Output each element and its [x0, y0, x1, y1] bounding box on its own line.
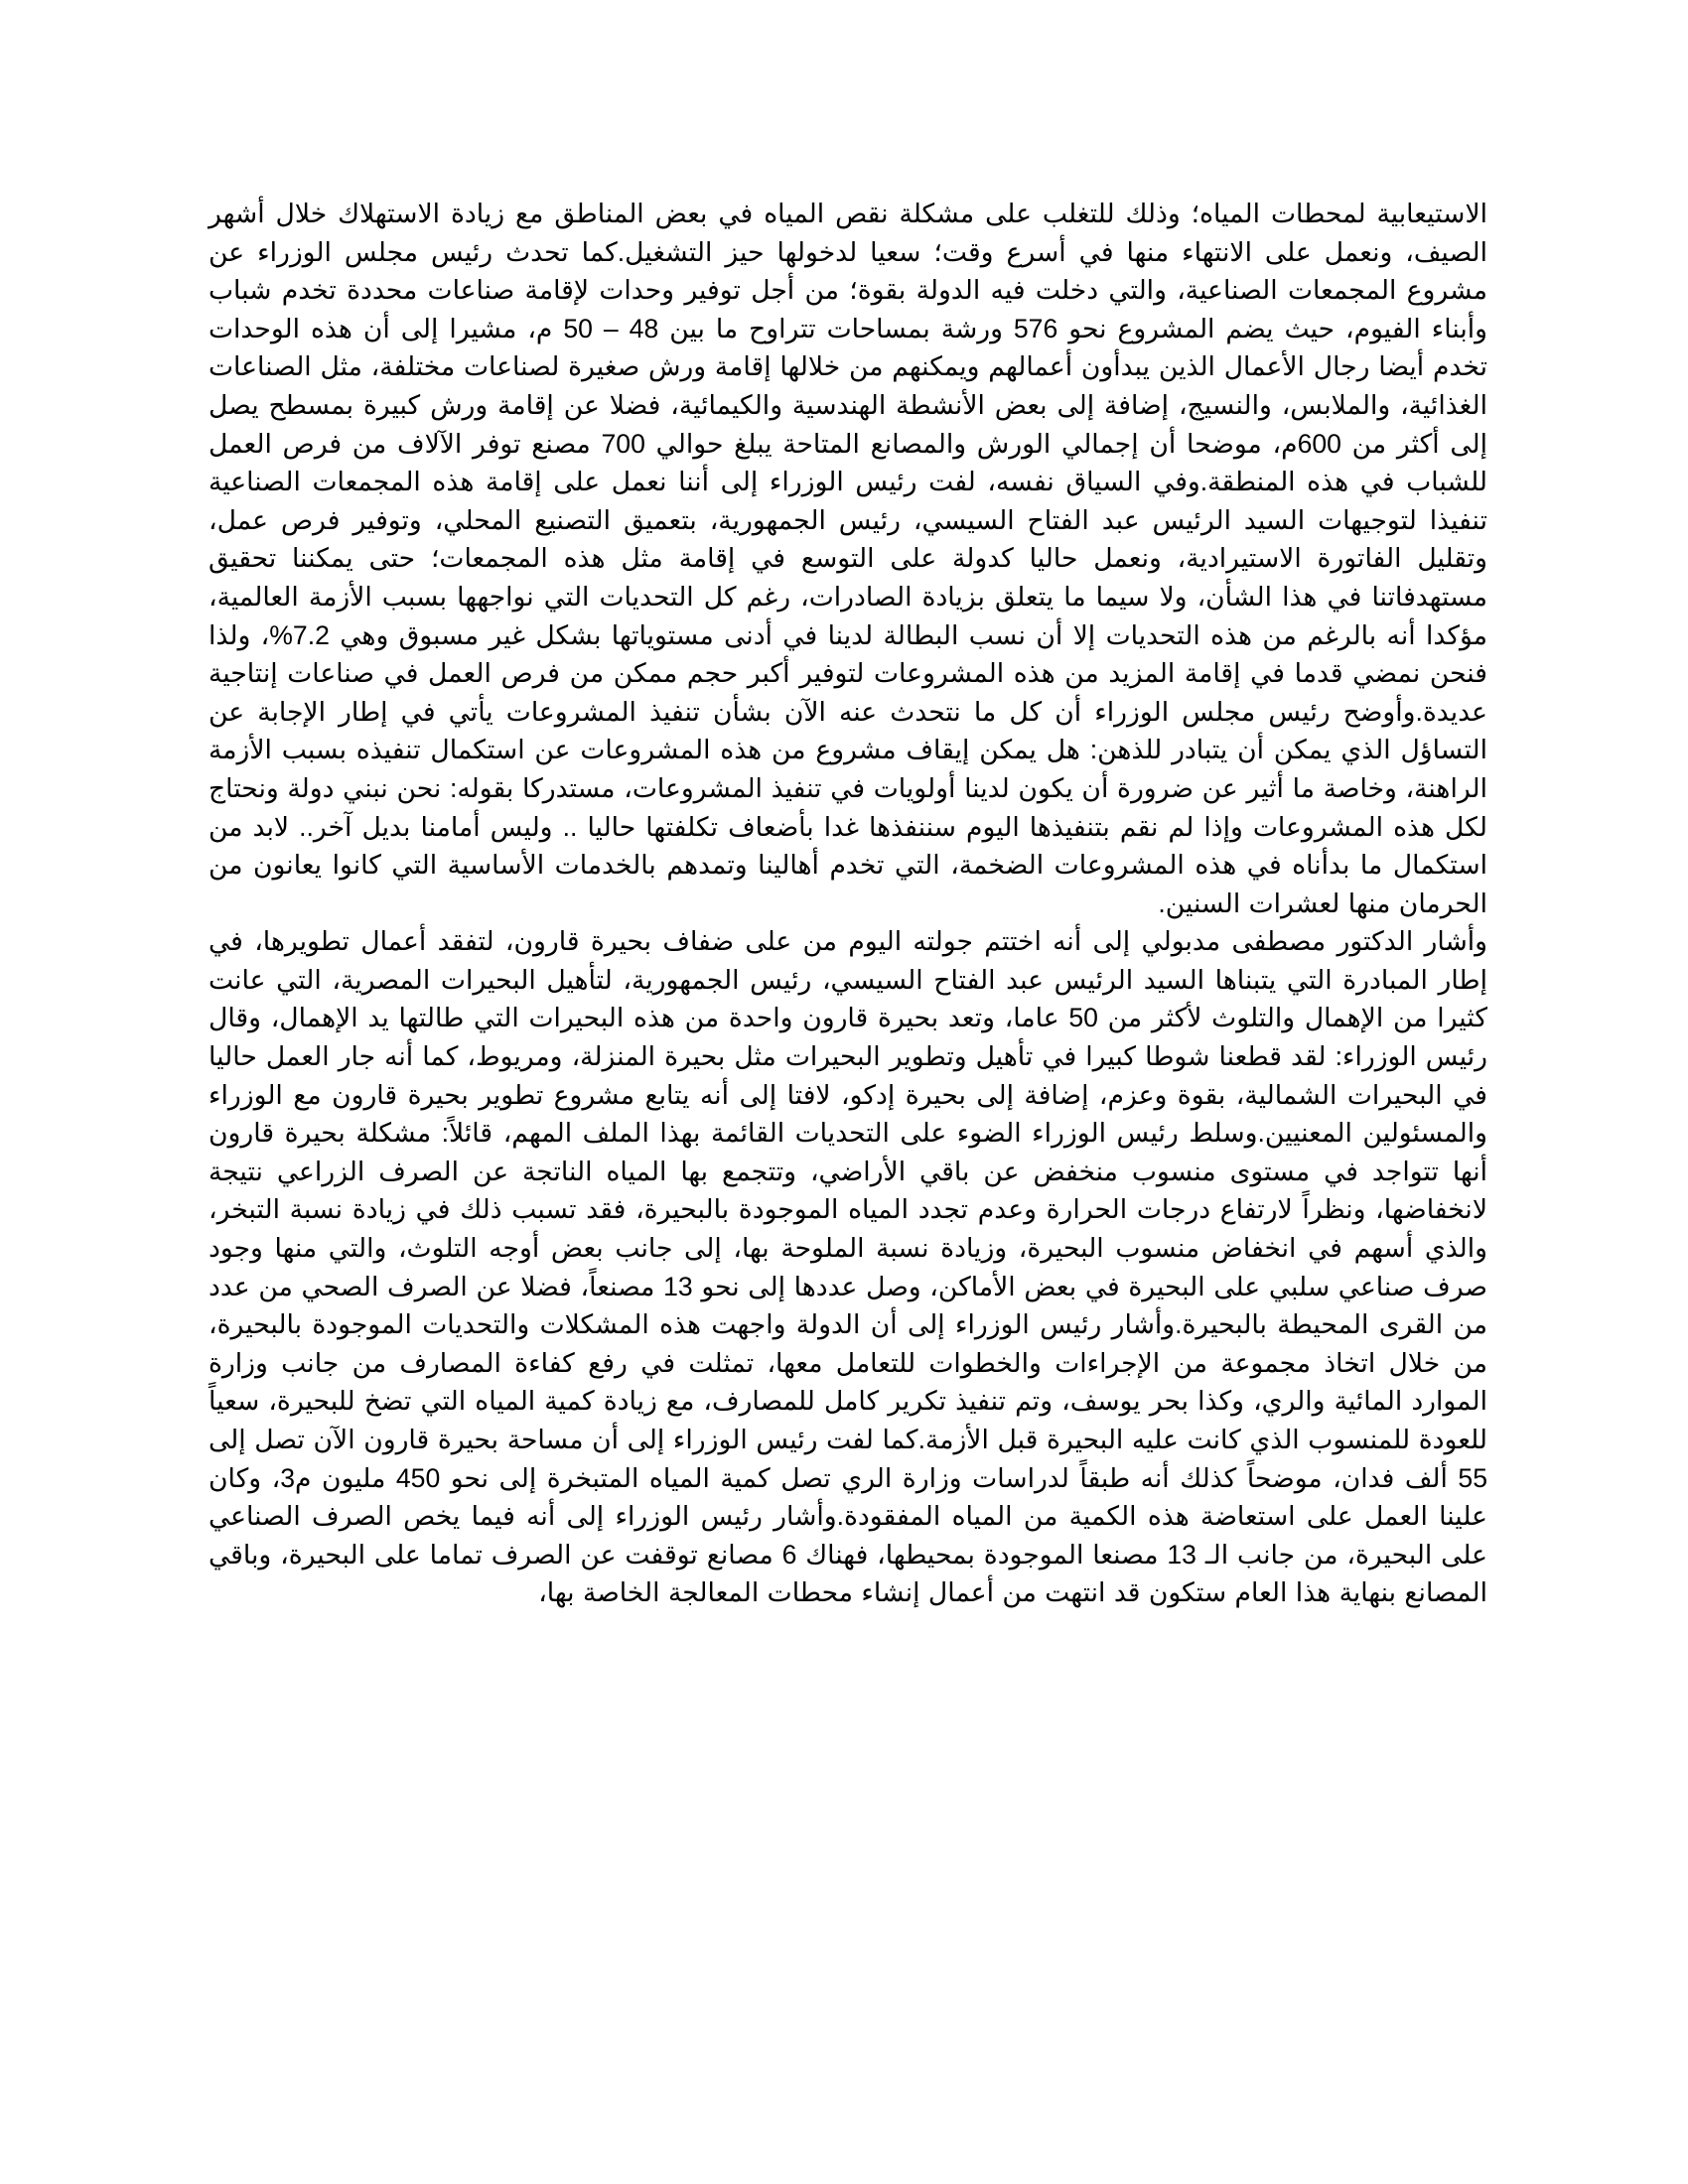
article-body: [209, 195, 1487, 1612]
paragraph-lake-qarun: وأشار الدكتور مصطفى مدبولي إلى أنه اختتم جولته اليوم من على ضفاف بحيرة قارون، لتفقد أعمال تطويرها، في إطار المبادرة التي يتبناها السيد الرئيس عبد الفتاح السيسي، رئيس الجمهورية، لتأهيل البحيرات المصرية، التي عانت كثيرا من الإهمال والتلوث لأكثر من 50 عاما، وتعد بحيرة قارون واحدة من هذه البحيرات التي طالتها يد الإهمال، وقال رئيس الوزراء: لقد قطعنا شوطا كبيرا في تأهيل وتطوير البحيرات مثل بحيرة المنزلة، ومريوط، كما أنه جار العمل حاليا في البحيرات الشمالية، بقوة وعزم، إضافة إلى بحيرة إدكو، لافتا إلى أنه يتابع مشروع تطوير بحيرة قارون مع الوزراء والمسئولين المعنيين.وسلط رئيس الوزراء الضوء على التحديات القائمة بهذا الملف المهم، قائلاً: مشكلة بحيرة قارون أنها تتواجد في مستوى منسوب منخفض عن باقي الأراضي، وتتجمع بها المياه الناتجة عن الصرف الزراعي نتيجة لانخفاضها، ونظراً لارتفاع درجات الحرارة وعدم تجدد المياه الموجودة بالبحيرة، فقد تسبب ذلك في زيادة نسبة التبخر، والذي أسهم في انخفاض منسوب البحيرة، وزيادة نسبة الملوحة بها، إلى جانب بعض أوجه التلوث، والتي منها وجود صرف صناعي سلبي على البحيرة في بعض الأماكن، وصل عددها إلى نحو 13 مصنعاً، فضلا عن الصرف الصحي من عدد من القرى المحيطة بالبحيرة.وأشار رئيس الوزراء إلى أن الدولة واجهت هذه المشكلات والتحديات الموجودة بالبحيرة، من خلال اتخاذ مجموعة من الإجراءات والخطوات للتعامل معها، تمثلت في رفع كفاءة المصارف من جانب وزارة الموارد المائية والري، وكذا بحر يوسف، وتم تنفيذ تكرير كامل للمصارف، مع زيادة كمية المياه التي تضخ للبحيرة، سعياً للعودة للمنسوب الذي كانت عليه البحيرة قبل الأزمة.كما لفت رئيس الوزراء إلى أن مساحة بحيرة قارون الآن تصل إلى 55 ألف فدان، موضحاً كذلك أنه طبقاً لدراسات وزارة الري تصل كمية المياه المتبخرة إلى نحو 450 مليون م3، وكان علينا العمل على استعاضة هذه الكمية من المياه المفقودة.وأشار رئيس الوزراء إلى أنه فيما يخص الصرف الصناعي على البحيرة، من جانب الـ 13 مصنعا الموجودة بمحيطها، فهناك 6 مصانع توقفت عن الصرف تماما على البحيرة، وباقي المصانع بنهاية هذا العام ستكون قد انتهت من أعمال إنشاء محطات المعالجة الخاصة بها،: [209, 926, 1487, 1608]
paragraph-industrial-complexes: الاستيعابية لمحطات المياه؛ وذلك للتغلب على مشكلة نقص المياه في بعض المناطق مع زيادة الاستهلاك خلال أشهر الصيف، ونعمل على الانتهاء منها في أسرع وقت؛ سعيا لدخولها حيز التشغيل.كما تحدث رئيس مجلس الوزراء عن مشروع المجمعات الصناعية، والتي دخلت فيه الدولة بقوة؛ من أجل توفير وحدات لإقامة صناعات محددة تخدم شباب وأبناء الفيوم، حيث يضم المشروع نحو 576 ورشة بمساحات تتراوح ما بين 48 – 50 م، مشيرا إلى أن هذه الوحدات تخدم أيضا رجال الأعمال الذين يبدأون أعمالهم ويمكنهم من خلالها إقامة ورش صغيرة لصناعات مختلفة، مثل الصناعات الغذائية، والملابس، والنسيج، إضافة إلى بعض الأنشطة الهندسية والكيمائية، فضلا عن إقامة ورش كبيرة بمسطح يصل إلى أكثر من 600م، موضحا أن إجمالي الورش والمصانع المتاحة يبلغ حوالي 700 مصنع توفر الآلاف من فرص العمل للشباب في هذه المنطقة.وفي السياق نفسه، لفت رئيس الوزراء إلى أننا نعمل على إقامة هذه المجمعات الصناعية تنفيذا لتوجيهات السيد الرئيس عبد الفتاح السيسي، رئيس الجمهورية، بتعميق التصنيع المحلي، وتوفير فرص عمل، وتقليل الفاتورة الاستيرادية، ونعمل حاليا كدولة على التوسع في إقامة مثل هذه المجمعات؛ حتى يمكننا تحقيق مستهدفاتنا في هذا الشأن، ولا سيما ما يتعلق بزيادة الصادرات، رغم كل التحديات التي نواجهها بسبب الأزمة العالمية، مؤكدا أنه بالرغم من هذه التحديات إلا أن نسب البطالة لدينا في أدنى مستوياتها بشكل غير مسبوق وهي 7.2%، ولذا فنحن نمضي قدما في إقامة المزيد من هذه المشروعات لتوفير أكبر حجم ممكن من فرص العمل في صناعات إنتاجية عديدة.وأوضح رئيس مجلس الوزراء أن كل ما نتحدث عنه الآن بشأن تنفيذ المشروعات يأتي في إطار الإجابة عن التساؤل الذي يمكن أن يتبادر للذهن: هل يمكن إيقاف مشروع من هذه المشروعات عن استكمال تنفيذه بسبب الأزمة الراهنة، وخاصة ما أثير عن ضرورة أن يكون لدينا أولويات في تنفيذ المشروعات، مستدركا بقوله: نحن نبني دولة ونحتاج لكل هذه المشروعات وإذا لم نقم بتنفيذها اليوم سننفذها غدا بأضعاف تكلفتها حاليا .. وليس أمامنا بديل آخر.. لابد من استكمال ما بدأناه في هذه المشروعات الضخمة، التي تخدم أهالينا وتمدهم بالخدمات الأساسية التي كانوا يعانون من الحرمان منها لعشرات السنين.: [209, 199, 1488, 918]
